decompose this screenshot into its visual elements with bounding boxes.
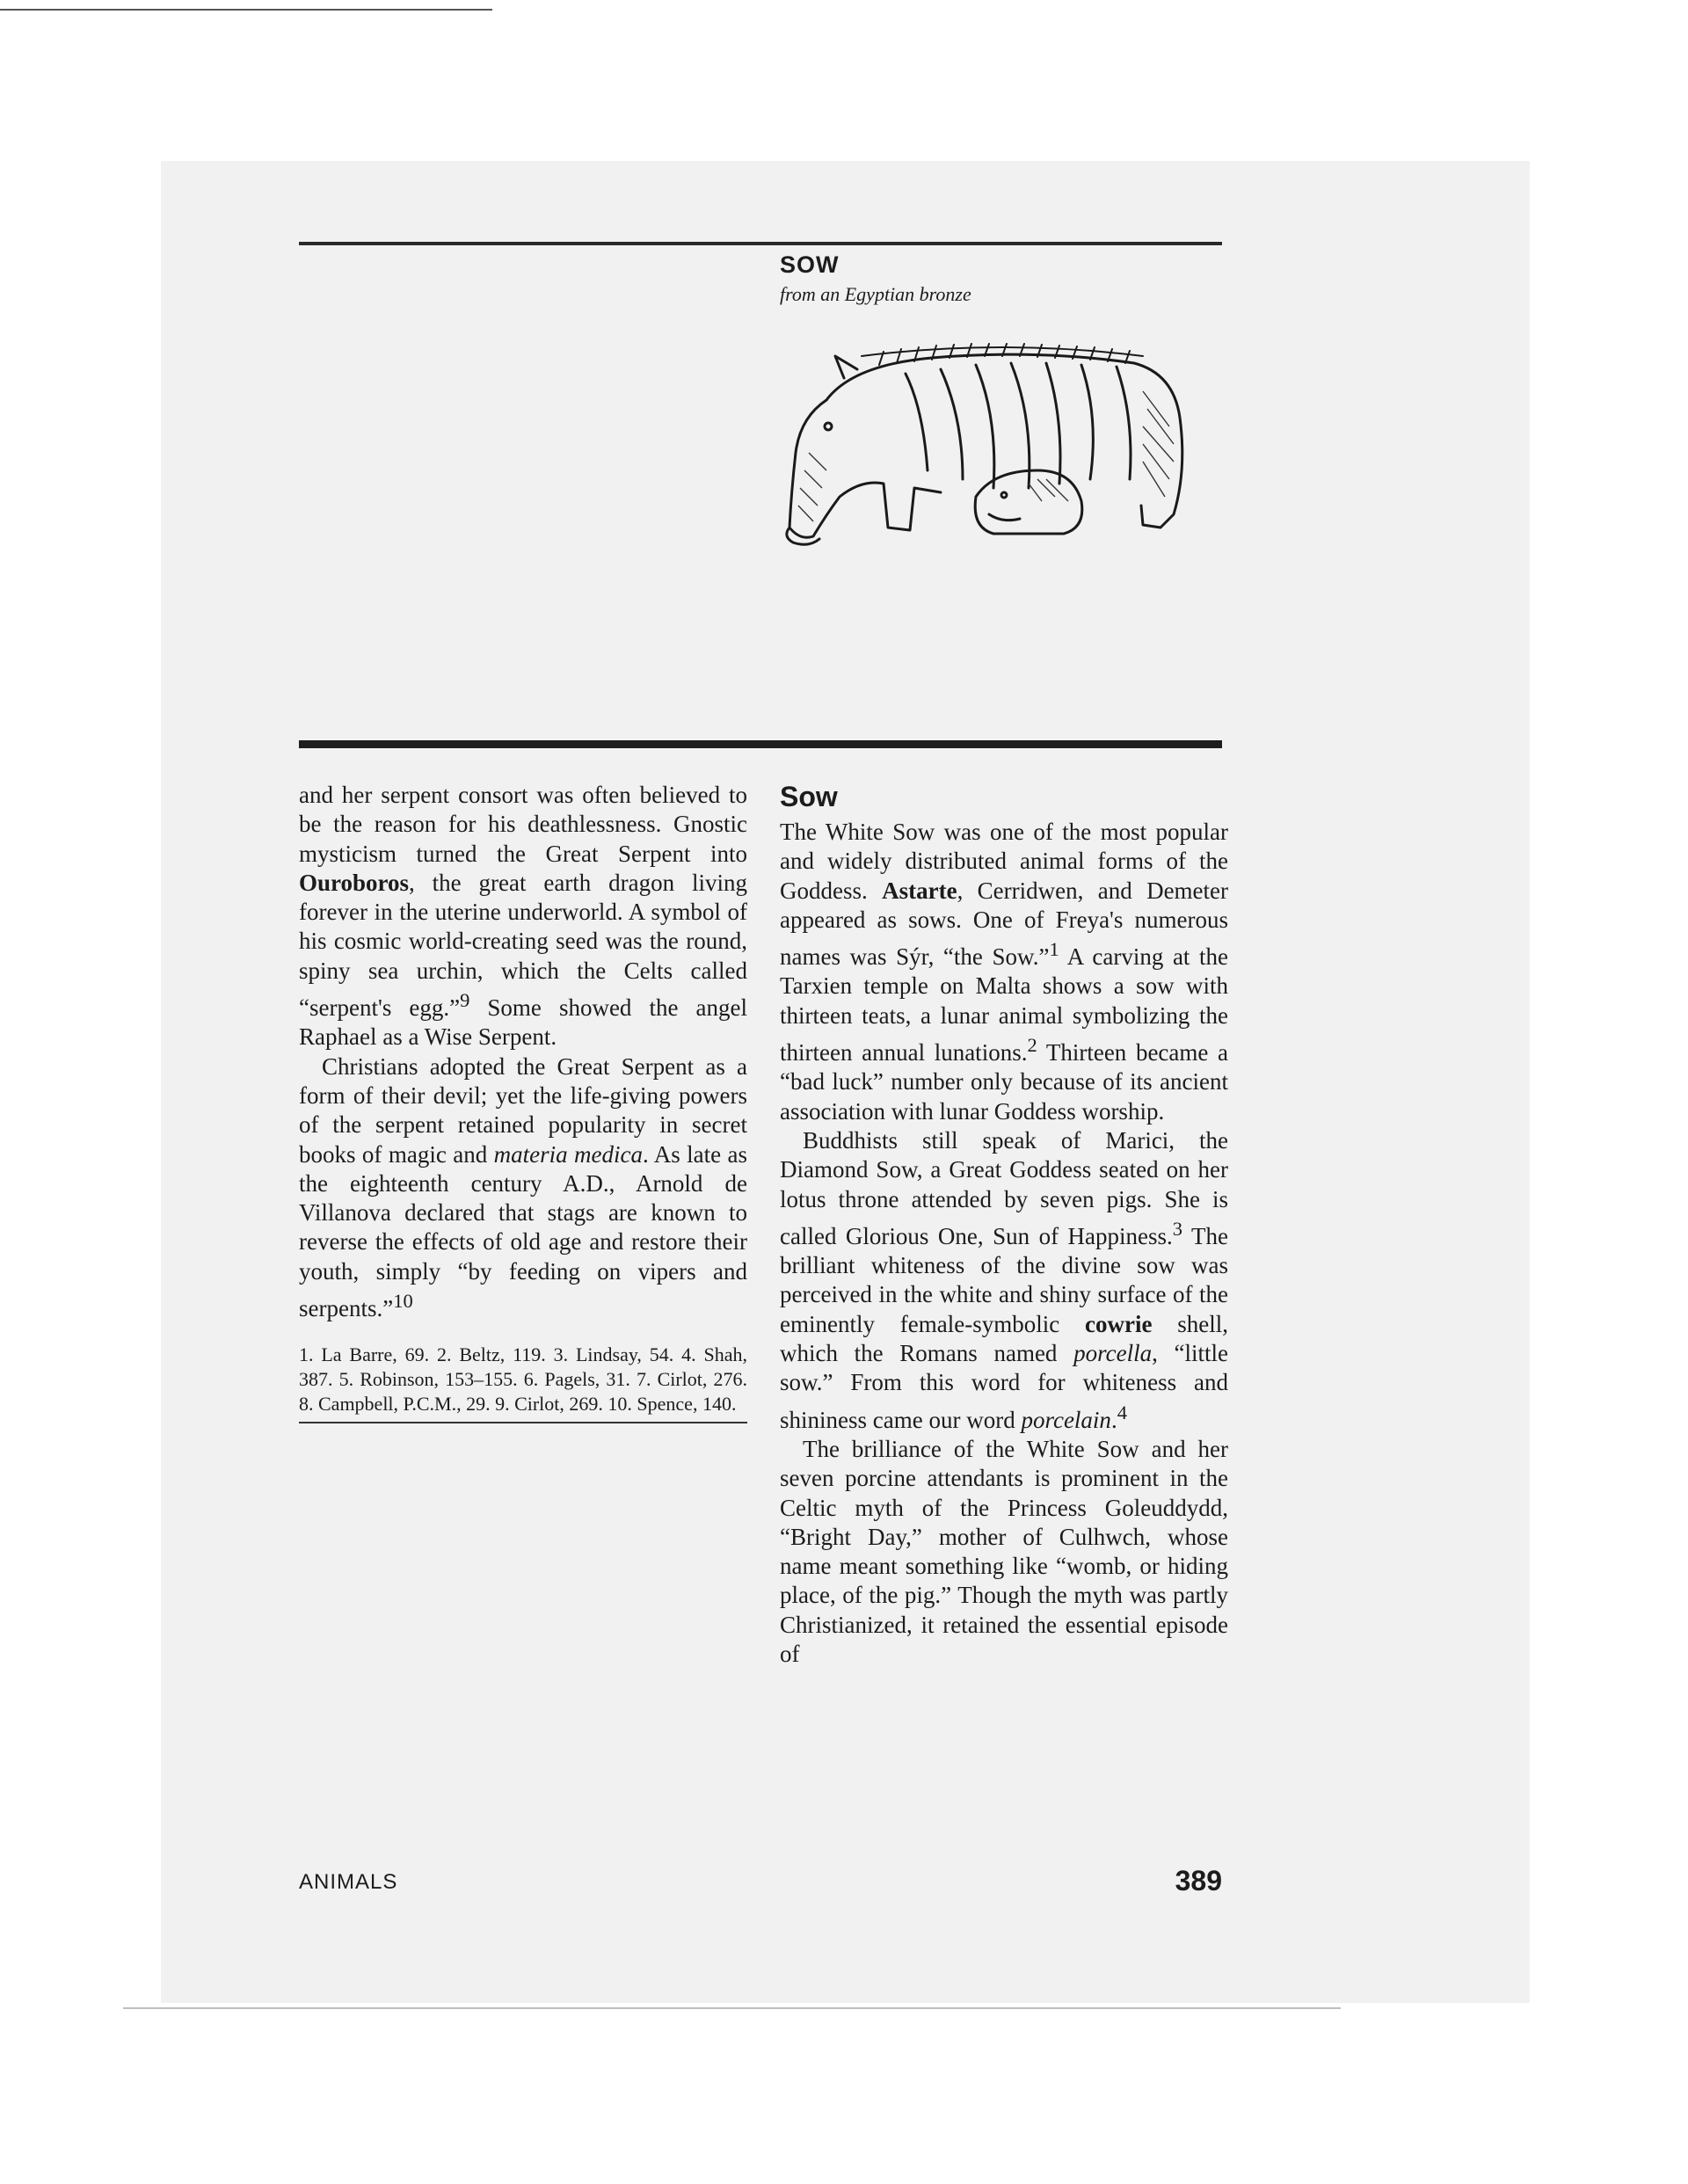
sow-and-piglet-engraving — [774, 339, 1196, 567]
figure-title: SOW — [780, 251, 840, 278]
section-rule — [299, 740, 1222, 748]
left-column — [299, 781, 747, 1423]
right-column — [780, 781, 1228, 1669]
scan-edge-bottom — [123, 2007, 1341, 2009]
right-paragraph-3: The brilliance of the White Sow and her seven porcine attendants is prominent in the Celtic myth of the Princess Goleuddydd, “Bright Day,” mother of Culhwch, whose name meant something like “womb, or hiding place, of the pig.” Though the myth was partly Christianized, it retained the essential episode of — [780, 1435, 1228, 1668]
figure-caption: from an Egyptian bronze — [780, 283, 971, 305]
scan-edge-top — [0, 9, 492, 11]
right-paragraph-2: Buddhists still speak of Marici, the Diamond Sow, a Great Goddess seated on her lotus throne attended by seven pigs. She is called Glorious One, Sun of Happiness.$^3$ The brilliant whiteness of the divine sow was perceived in the white and shiny surface of the eminently female-symbolic cowrie shell, which the Romans named porcella, “little sow.” From this word for whiteness and shininess came our word porcelain.$^4$ — [780, 1126, 1228, 1433]
footnotes: 1. La Barre, 69. 2. Beltz, 119. 3. Lindsay, 54. 4. Shah, 387. 5. Robinson, 153–155. 6. Pagels, 31. 7. Cirlot, 276. 8. Campbell, P.C.M., 29. 9. Cirlot, 269. 10. Spence, 140. — [299, 1343, 747, 1423]
top-rule — [299, 242, 1222, 245]
left-paragraph-1: and her serpent consort was often believed to be the reason for his deathlessness. Gnostic mysticism turned the Great Serpent into Ouroboros, the great earth dragon living forever in the uterine underworld. A symbol of his cosmic world-creating seed was the round, spiny sea urchin, which the Celts called “serpent's egg.”$^9$ Some showed the angel Raphael as a Wise Serpent. — [299, 782, 747, 1051]
right-paragraph-1: The White Sow was one of the most popular and widely distributed animal forms of the Goddess. Astarte, Cerridwen, and Demeter appeared as sows. One of Freya's numerous names was Sýr, “the Sow.”$^1$ A carving at the Tarxien temple on Malta shows a sow with thirteen teats, a lunar animal symbolizing the thirteen annual lunations.$^2$ Thirteen became a “bad luck” number only because of its ancient association with lunar Goddess worship. — [780, 819, 1229, 1125]
section-heading: Sow — [780, 781, 838, 812]
page-number: 389 — [1175, 1865, 1222, 1896]
running-footer: ANIMALS — [299, 1870, 398, 1894]
left-paragraph-2: Christians adopted the Great Serpent as a form of their devil; yet the life-giving powers of the serpent retained popularity in secret books of magic and materia medica. As late as the eighteenth century A.D., Arnold de Villanova declared that stags are known to reverse the effects of old age and restore their youth, simply “by feeding on vipers and serpents.”$^{10}$ — [299, 1052, 747, 1322]
